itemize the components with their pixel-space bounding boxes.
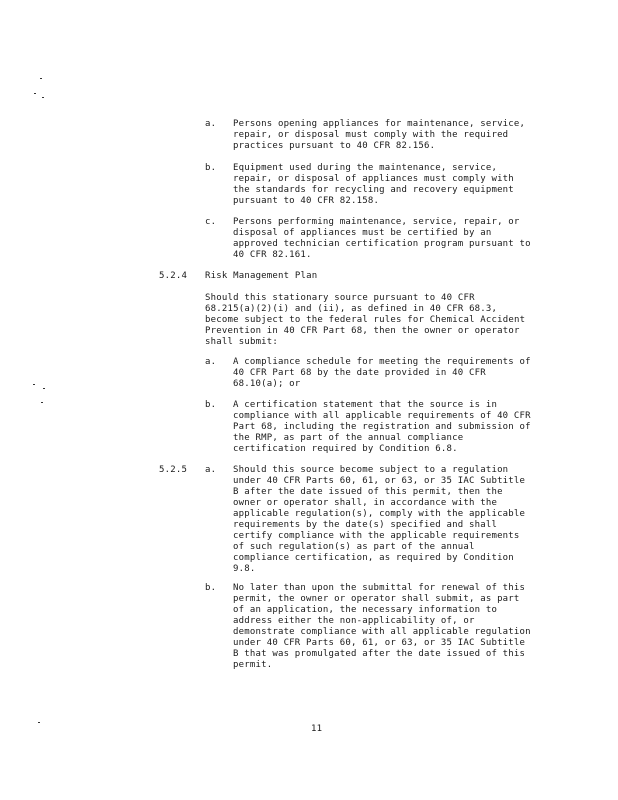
section-525-item-b-text: No later than upon the submittal for renewal of this permit, the owner or operator shall submit, as part of an application, the necessary information to address either the non-applicability of, or demonstrate compliance with all applicable regulation under 40 CFR Parts 60, 61, or 63, or 35 IAC Subtitle B that was promulgated after the date issued of this permit. (233, 583, 531, 670)
scan-speck (33, 384, 35, 385)
section-525-item-b-label: b. (205, 583, 217, 593)
section-525-item-a-label: a. (205, 465, 217, 475)
item-c-label: c. (205, 217, 217, 227)
page-number: 11 (311, 724, 323, 734)
scan-speck (34, 93, 36, 94)
section-524-intro: Should this stationary source pursuant to 40 CFR 68.215(a)(2)(i) and (ii), as defined in 40 CFR 68.3, become subject to the federal rules for Chemical Accident Prevention in 40 CFR Part 68, then the owner or operator shall submit: (205, 293, 526, 347)
scan-speck (41, 402, 43, 403)
item-c-text: Persons performing maintenance, service, repair, or disposal of appliances must be certified by an approved technician certification program pursuant to 40 CFR 82.161. (233, 217, 531, 260)
section-524-item-b-label: b. (205, 400, 217, 410)
item-a-text: Persons opening appliances for maintenance, service, repair, or disposal must comply with the required practices pursuant to 40 CFR 82.156. (233, 119, 526, 151)
item-a-label: a. (205, 119, 217, 129)
section-524-item-b-text: A certification statement that the source is in compliance with all applicable requirements of 40 CFR Part 68, including the registration and submission of the RMP, as part of the annual compliance certification required by Condition 6.8. (233, 400, 531, 454)
item-b-label: b. (205, 163, 217, 173)
scan-speck (42, 97, 44, 98)
scan-speck (40, 78, 42, 79)
section-524-item-a-text: A compliance schedule for meeting the requirements of 40 CFR Part 68 by the date provided in 40 CFR 68.10(a); or (233, 357, 531, 389)
scan-speck (38, 722, 40, 723)
section-524-heading: Risk Management Plan (205, 271, 318, 281)
section-524-item-a-label: a. (205, 357, 217, 367)
section-525-number: 5.2.5 (159, 465, 188, 475)
section-525-item-a-text: Should this source become subject to a regulation under 40 CFR Parts 60, 61, or 63, or 35 IAC Subtitle B after the date issued of this permit, then the owner or operator shall, in accordance with the applicable regulation(s), comply with the applicable requirements by the date(s) specified and shall certify compliance with the applicable requirements of such regulation(s) as part of the annual compliance certification, as required by Condition 9.8. (233, 465, 526, 574)
scan-speck (43, 388, 45, 389)
item-b-text: Equipment used during the maintenance, service, repair, or disposal of appliances must comply with the standards for recycling and recovery equipment pursuant to 40 CFR 82.158. (233, 163, 514, 206)
section-524-number: 5.2.4 (159, 271, 188, 281)
